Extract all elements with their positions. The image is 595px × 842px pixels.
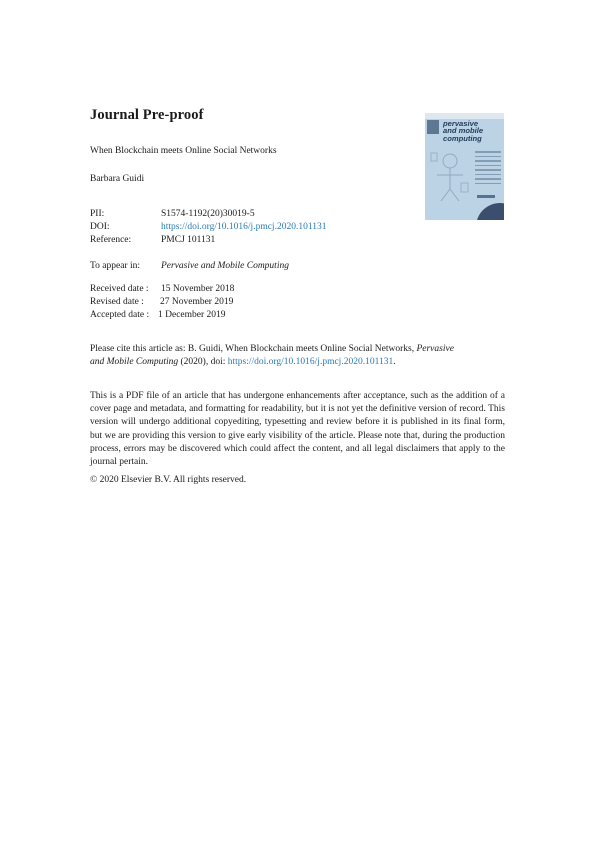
citation-paragraph: Please cite this article as: B. Guidi, When Blockchain meets Online Social Networks, Pervasive and Mobile Computing (2020), doi: https://doi.org/10.1016/j.pmcj.2020.101131. [90, 344, 454, 368]
citation-doi-link[interactable]: https://doi.org/10.1016/j.pmcj.2020.101131 [227, 357, 394, 368]
revised-date-value: 27 November 2019 [160, 297, 234, 307]
accepted-date-value: 1 December 2019 [158, 310, 226, 320]
journal-preproof-heading: Journal Pre-proof [90, 107, 204, 123]
pii-value: S1574-1192(20)30019-5 [161, 209, 255, 219]
received-date-label: Received date : [90, 284, 149, 294]
received-date-value: 15 November 2018 [161, 284, 235, 294]
cover-text-lines [475, 151, 501, 187]
revised-date-label: Revised date : [90, 297, 144, 307]
cover-artwork-icon [429, 147, 471, 203]
preproof-notice-paragraph: This is a PDF file of an article that has undergone enhancements after acceptance, such as the addition of a cover page and metadata, and formatting for readability, but it is not yet the definitive version of record. This version will undergo additional copyediting, typesetting and review before it is published in its final form, but we are providing this version to give early visibility of the article. Please note that, during the production process, errors may be discovered which could affect the content, and all legal disclaimers that apply to the journal pertain. [90, 391, 505, 468]
doi-link[interactable]: https://doi.org/10.1016/j.pmcj.2020.101131 [161, 222, 327, 232]
copyright-notice: © 2020 Elsevier B.V. All rights reserved. [90, 475, 247, 485]
reference-label: Reference: [90, 235, 132, 245]
doi-label: DOI: [90, 222, 110, 232]
article-title: When Blockchain meets Online Social Networks [90, 146, 277, 156]
cover-publisher-tag [477, 195, 495, 198]
accepted-date-label: Accepted date : [90, 310, 150, 320]
appear-in-value: Pervasive and Mobile Computing [161, 261, 289, 271]
cover-journal-title: pervasive and mobile computing [443, 119, 484, 143]
cover-circle-decoration [476, 203, 504, 220]
pii-label: PII: [90, 209, 105, 219]
journal-cover-image [425, 113, 504, 220]
appear-in-label: To appear in: [90, 261, 140, 271]
elsevier-logo-icon [427, 120, 439, 134]
reference-value: PMCJ 101131 [161, 235, 216, 245]
author-name: Barbara Guidi [90, 174, 145, 184]
